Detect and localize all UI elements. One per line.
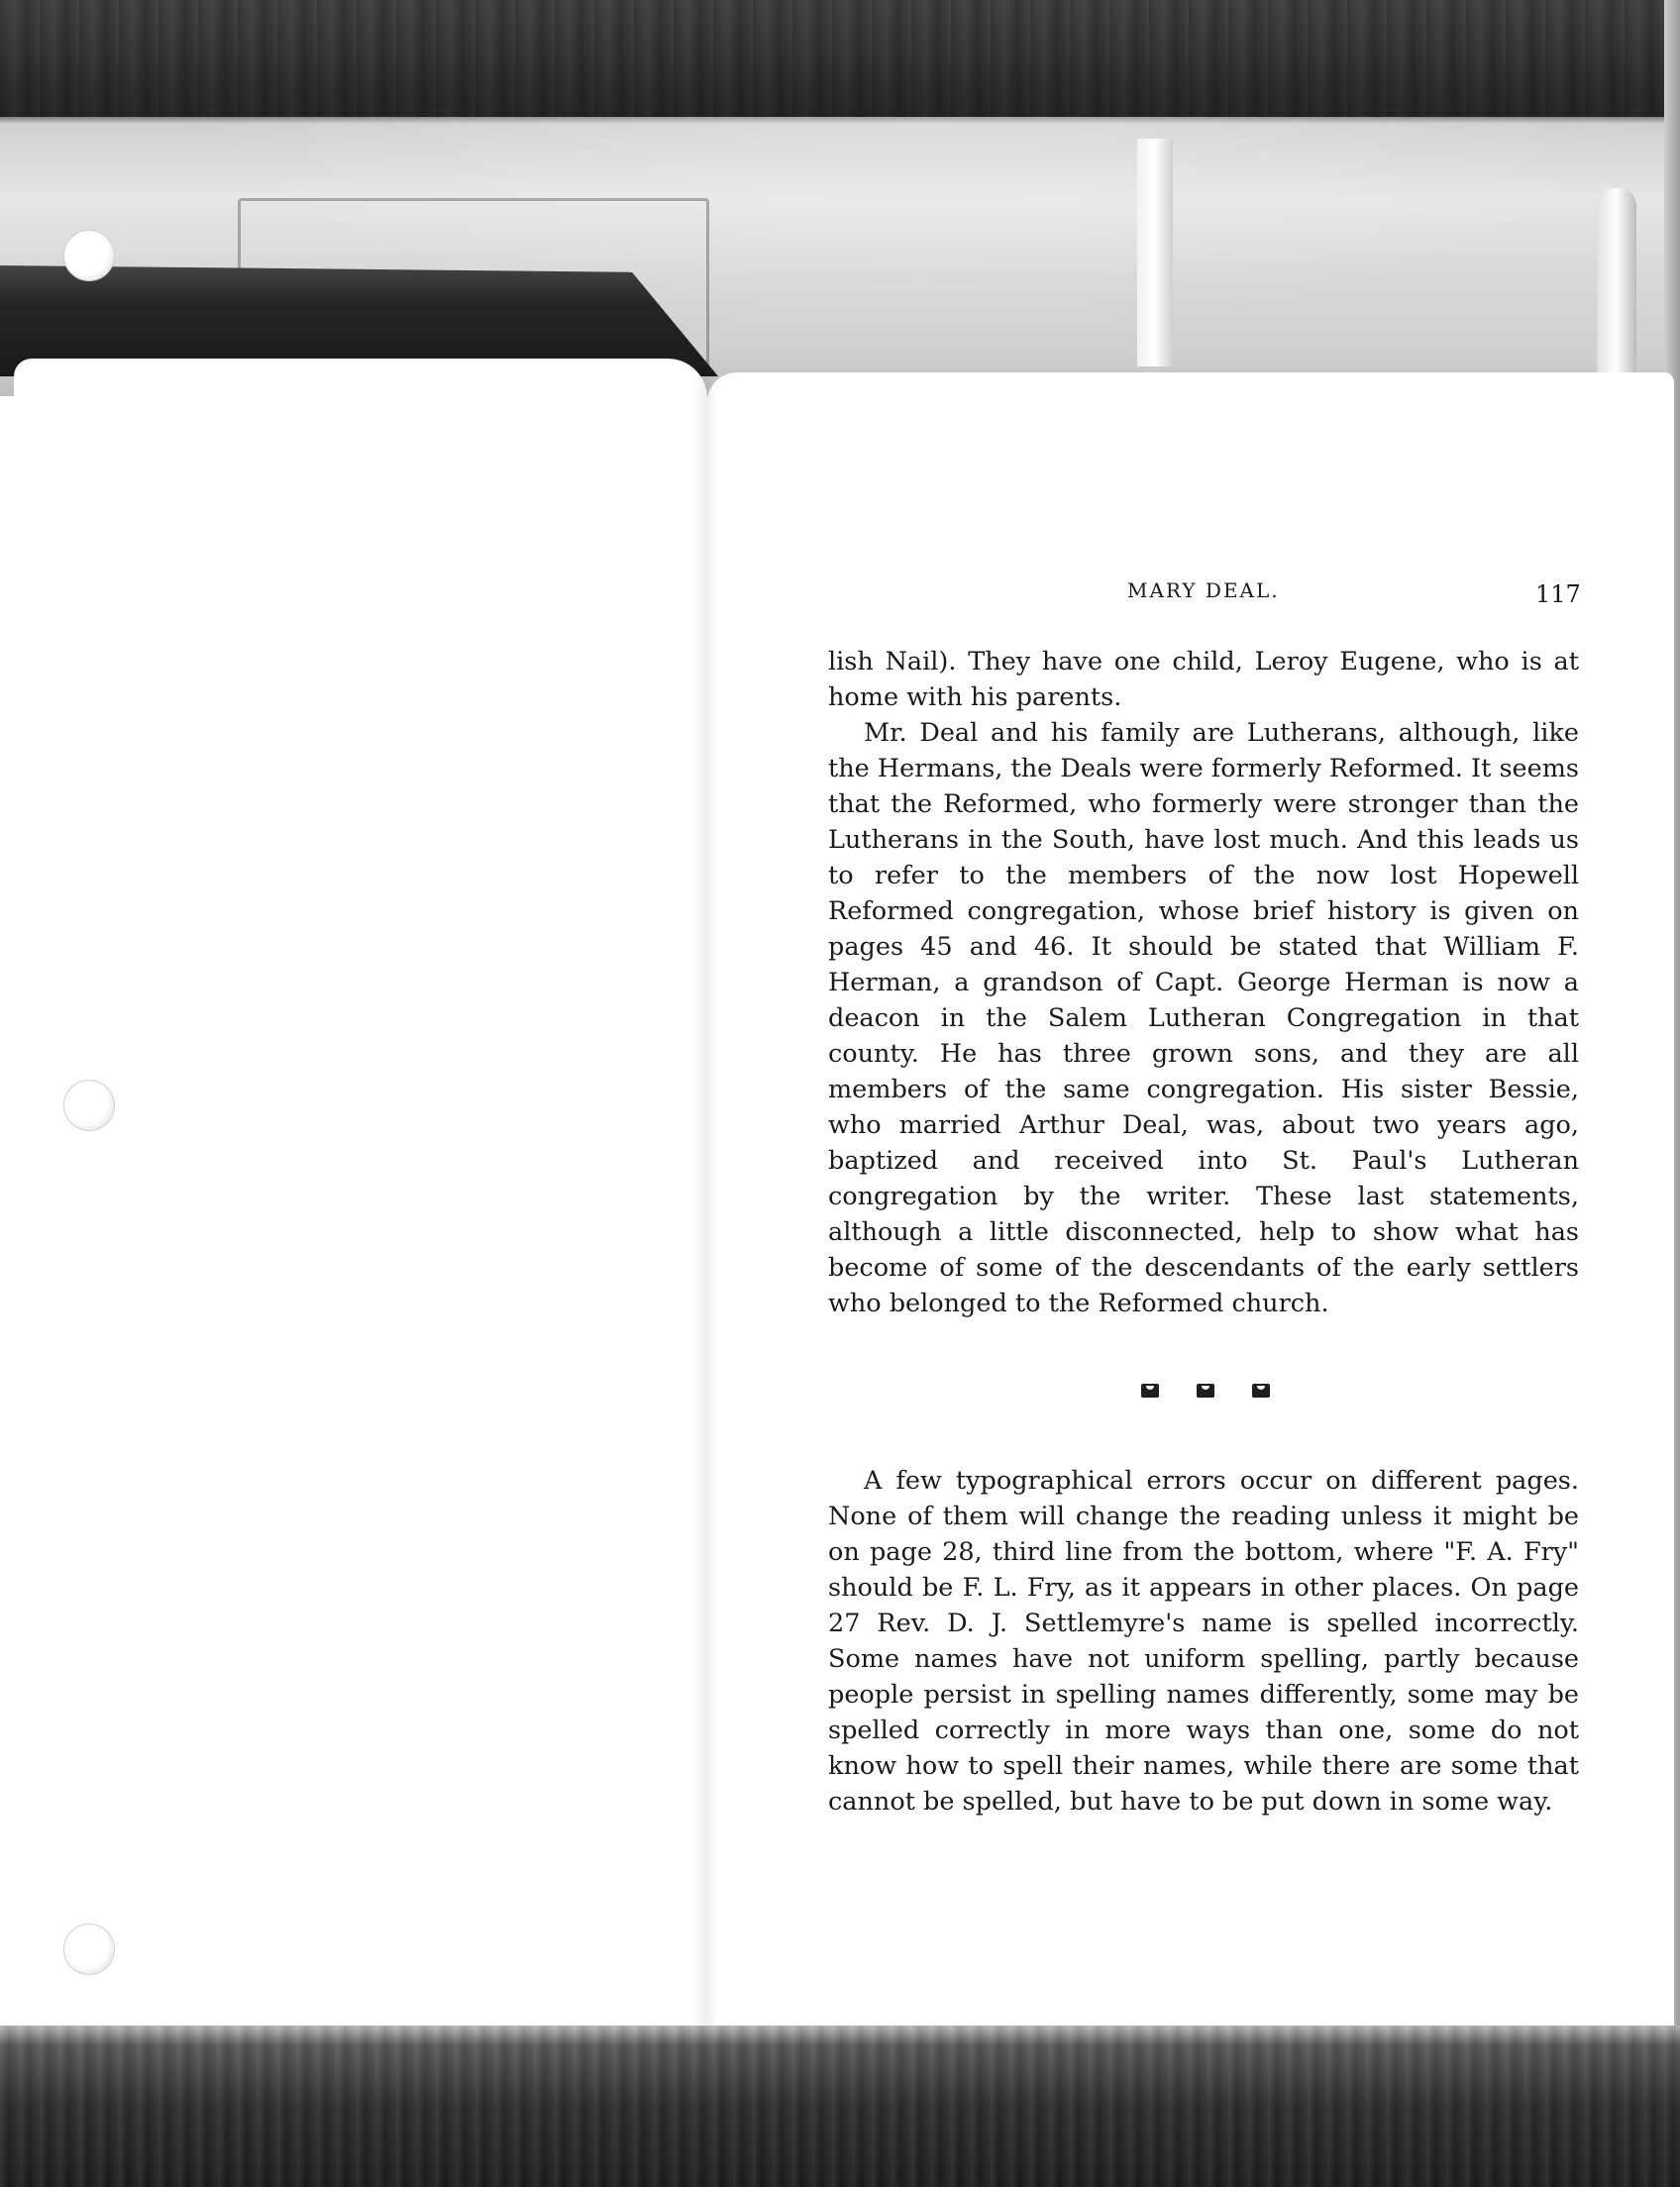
background-right-post xyxy=(1597,188,1636,386)
text-block-bottom xyxy=(828,1463,1579,1820)
section-divider xyxy=(1141,1384,1270,1406)
background-top-strip xyxy=(0,0,1680,117)
ornament-icon xyxy=(1141,1384,1159,1398)
paragraph: Mr. Deal and his family are Lutherans, although, like the Hermans, the Deals were formerly Reformed. It seems that the Reformed, who formerly were stronger than the Lutherans in the South, have lost much. And this leads us to refer to the members of the now lost Hopewell Reformed congregation, whose brief history is given on pages 45 and 46. It should be stated that William F. Herman, a grandson of Capt. George Herman is now a deacon in the Salem Lutheran Congregation in that county. He has three grown sons, and they are all members of the same congregation. His sister Bessie, who married Arthur Deal, was, about two years ago, baptized and received into St. Paul's Lutheran congregation by the writer. These last statements, although a little disconnected, help to show what has become of some of the descendants of the early settlers who belonged to the Reformed church. xyxy=(828,718,1579,1318)
book-page-left xyxy=(14,359,707,2032)
running-head: MARY DEAL. xyxy=(1127,578,1280,602)
binder-hole-icon xyxy=(63,1080,115,1131)
ornament-icon xyxy=(1252,1384,1270,1398)
background-bottom xyxy=(0,2026,1680,2187)
paragraph: lish Nail). They have one child, Leroy Eugene, who is at home with his parents. xyxy=(828,647,1579,712)
binder-hole-icon xyxy=(63,230,115,281)
paragraph: A few typographical errors occur on different pages. None of them will change the reading unless it might be on page 28, third line from the bottom, where "F. A. Fry" should be F. L. Fry, as it appears in other places. On page 27 Rev. D. J. Settlemyre's name is spelled incorrectly. Some names have not uniform spelling, partly because people persist in spelling names differently, some may be spelled correctly in more ways than one, some do not know how to spell their names, while there are some that cannot be spelled, but have to be put down in some way. xyxy=(828,1466,1579,1817)
book-gutter xyxy=(693,366,719,2040)
binder-hole-icon xyxy=(63,1924,115,1975)
ornament-icon xyxy=(1197,1384,1214,1398)
text-block-top xyxy=(828,644,1579,1321)
page-number: 117 xyxy=(1535,580,1581,608)
background-post xyxy=(1137,139,1173,366)
